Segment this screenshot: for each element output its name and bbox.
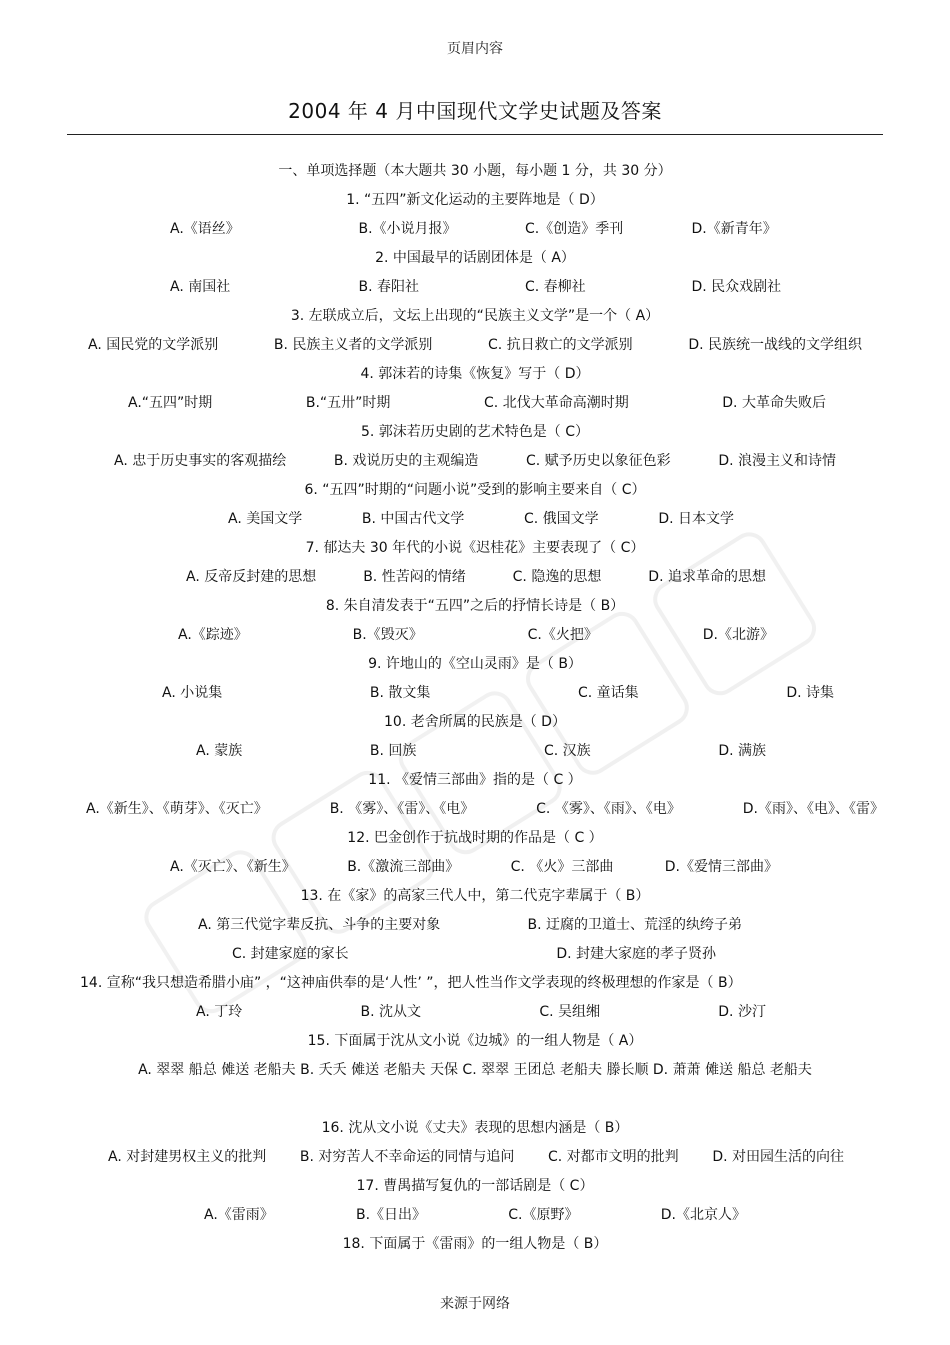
page-title: 2004 年 4 月中国现代文学史试题及答案 xyxy=(288,99,662,123)
option-d: D. 封建大家庭的孝子贤孙 xyxy=(556,946,716,962)
options-6 xyxy=(66,505,884,534)
option-a: A. 翠翠 船总 傩送 老船夫 xyxy=(138,1062,296,1078)
option-d: D. 大革命失败后 xyxy=(722,395,826,411)
option-b: B. 《雾》、《雷》、《电》 xyxy=(329,801,475,817)
question-2: 2. 中国最早的话剧团体是（ A） xyxy=(375,250,575,266)
options-9 xyxy=(66,679,884,708)
option-c: C. 汉族 xyxy=(544,743,591,759)
exam-content xyxy=(66,157,884,1259)
options-3 xyxy=(66,331,884,360)
question-1: 1. “五四”新文化运动的主要阵地是（ D） xyxy=(346,192,604,208)
option-a: A. 忠于历史事实的客观描绘 xyxy=(114,453,287,469)
question-18: 18. 下面属于《雷雨》的一组人物是（ B） xyxy=(342,1236,608,1252)
option-b: B. 回族 xyxy=(369,743,417,759)
option-b: B. 迂腐的卫道士、荒淫的纨绔子弟 xyxy=(527,917,742,933)
option-d: D. 沙汀 xyxy=(718,1004,766,1020)
options-2 xyxy=(66,273,884,302)
option-d: D.《新青年》 xyxy=(691,221,777,237)
option-c: C. 隐逸的思想 xyxy=(512,569,602,585)
option-c: C. 封建家庭的家长 xyxy=(232,946,349,962)
question-16: 16. 沈从文小说《丈夫》表现的思想内涵是（ B） xyxy=(321,1120,629,1136)
question-7: 7. 郁达夫 30 年代的小说《迟桂花》主要表现了（ C） xyxy=(305,540,645,556)
option-a: A.《踪迹》 xyxy=(178,627,248,643)
option-a: A.《灭亡》、《新生》 xyxy=(170,859,296,875)
options-17 xyxy=(66,1201,884,1230)
option-b: B. 夭夭 傩送 老船夫 天保 xyxy=(300,1062,458,1078)
page-footer: 来源于网络 xyxy=(440,1296,510,1312)
section-heading: 一、单项选择题（本大题共 30 小题，每小题 1 分，共 30 分） xyxy=(278,163,672,179)
option-d: D. 民众戏剧社 xyxy=(691,279,782,295)
option-c: C. 北伐大革命高潮时期 xyxy=(484,395,629,411)
option-a: A. 小说集 xyxy=(162,685,223,701)
option-b: B. 沈从文 xyxy=(360,1004,422,1020)
option-c: C. 童话集 xyxy=(578,685,639,701)
option-d: D. 追求革命的思想 xyxy=(648,569,766,585)
option-b: B.“五卅”时期 xyxy=(305,395,391,411)
options-7 xyxy=(66,563,884,592)
option-d: D. 日本文学 xyxy=(658,511,734,527)
option-b: B. 戏说历史的主观编造 xyxy=(333,453,479,469)
options-4 xyxy=(66,389,884,418)
option-a: A.“五四”时期 xyxy=(128,395,213,411)
option-c: C.《创造》季刊 xyxy=(525,221,624,237)
option-c: C. 对都市文明的批判 xyxy=(548,1149,679,1165)
option-a: A.《语丝》 xyxy=(170,221,240,237)
question-3: 3. 左联成立后，文坛上出现的“民族主义文学”是一个（ A） xyxy=(290,308,660,324)
option-a: A. 南国社 xyxy=(170,279,231,295)
option-b: B.《激流三部曲》 xyxy=(347,859,460,875)
options-13a xyxy=(66,911,884,940)
option-a: A.《雷雨》 xyxy=(204,1207,274,1223)
option-d: D. 诗集 xyxy=(786,685,834,701)
option-a: A. 第三代觉字辈反抗、斗争的主要对象 xyxy=(198,917,441,933)
options-13b xyxy=(66,940,884,969)
option-a: A. 对封建男权主义的批判 xyxy=(108,1149,267,1165)
options-14 xyxy=(66,998,884,1027)
page-header: 页眉内容 xyxy=(447,41,503,57)
options-10 xyxy=(66,737,884,766)
option-b: B. 散文集 xyxy=(369,685,431,701)
question-8: 8. 朱自清发表于“五四”之后的抒情长诗是（ B） xyxy=(325,598,625,614)
title-divider xyxy=(67,134,883,135)
option-d: D.《北京人》 xyxy=(660,1207,746,1223)
option-b: B.《毁灭》 xyxy=(352,627,423,643)
option-a: A. 丁玲 xyxy=(196,1004,243,1020)
question-5: 5. 郭沫若历史剧的艺术特色是（ C） xyxy=(360,424,590,440)
question-13: 13. 在《家》的高家三代人中，第二代克字辈属于（ B） xyxy=(300,888,650,904)
option-c: C.《原野》 xyxy=(508,1207,579,1223)
option-c: C.《火把》 xyxy=(527,627,598,643)
option-a: A.《新生》、《萌芽》、《灭亡》 xyxy=(86,801,268,817)
option-d: D.《北游》 xyxy=(702,627,774,643)
question-15: 15. 下面属于沈从文小说《边城》的一组人物是（ A） xyxy=(307,1033,643,1049)
option-c: C. 俄国文学 xyxy=(524,511,599,527)
question-9: 9. 许地山的《空山灵雨》是（ B） xyxy=(368,656,582,672)
option-d: D.《雨》、《电》、《雷》 xyxy=(742,801,884,817)
option-b: B. 民族主义者的文学派别 xyxy=(273,337,433,353)
question-4: 4. 郭沫若的诗集《恢复》写于（ D） xyxy=(360,366,590,382)
options-15 xyxy=(66,1056,884,1114)
option-b: B. 对穷苦人不幸命运的同情与追问 xyxy=(299,1149,515,1165)
option-c: C. 翠翠 王团总 老船夫 滕长顺 xyxy=(462,1062,649,1078)
option-c: C. 赋予历史以象征色彩 xyxy=(526,453,671,469)
question-10: 10. 老舍所属的民族是（ D） xyxy=(384,714,566,730)
option-d: D. 满族 xyxy=(718,743,766,759)
option-d: D.《爱情三部曲》 xyxy=(664,859,778,875)
question-17: 17. 曹禺描写复仇的一部话剧是（ C） xyxy=(356,1178,594,1194)
option-d: D. 对田园生活的向往 xyxy=(712,1149,844,1165)
option-c: C. 《火》三部曲 xyxy=(510,859,614,875)
option-c: C. 抗日救亡的文学派别 xyxy=(488,337,633,353)
option-a: A. 蒙族 xyxy=(196,743,243,759)
option-b: B. 中国古代文学 xyxy=(361,511,465,527)
question-14: 14. 宣称“我只想造希腊小庙” ，“这神庙供奉的是‘人性’ ”，把人性当作文学表现的终极理想的作家是（ B） xyxy=(80,975,742,991)
option-b: B.《小说月报》 xyxy=(358,221,457,237)
options-16 xyxy=(66,1143,884,1172)
option-c: C. 吴组缃 xyxy=(539,1004,600,1020)
options-1 xyxy=(66,215,884,244)
question-6: 6. “五四”时期的“问题小说”受到的影响主要来自（ C） xyxy=(304,482,646,498)
option-a: A. 美国文学 xyxy=(228,511,303,527)
option-c: C. 春柳社 xyxy=(525,279,586,295)
question-12: 12. 巴金创作于抗战时期的作品是（ C ） xyxy=(347,830,603,846)
option-b: B.《日出》 xyxy=(356,1207,427,1223)
option-d: D. 萧萧 傩送 船总 老船夫 xyxy=(652,1062,812,1078)
option-c: C. 《雾》、《雨》、《电》 xyxy=(536,801,681,817)
options-8 xyxy=(66,621,884,650)
option-a: A. 国民党的文学派别 xyxy=(88,337,219,353)
option-b: B. 春阳社 xyxy=(358,279,420,295)
option-b: B. 性苦闷的情绪 xyxy=(363,569,466,585)
option-a: A. 反帝反封建的思想 xyxy=(186,569,317,585)
options-12 xyxy=(66,853,884,882)
option-d: D. 浪漫主义和诗情 xyxy=(718,453,836,469)
options-5 xyxy=(66,447,884,476)
option-d: D. 民族统一战线的文学组织 xyxy=(688,337,862,353)
question-11: 11. 《爱情三部曲》指的是（ C ） xyxy=(368,772,582,788)
options-11 xyxy=(66,795,884,824)
